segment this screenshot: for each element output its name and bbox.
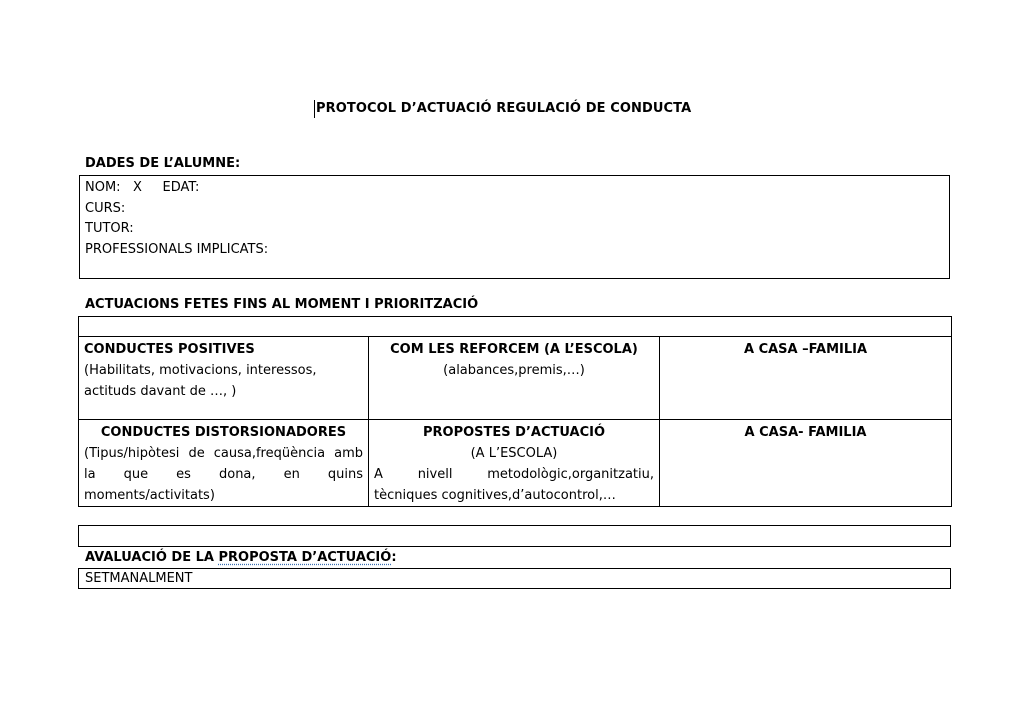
evaluation-box <box>78 568 951 589</box>
disruptive-behaviours-cell <box>79 420 369 507</box>
course-label: CURS: <box>85 200 126 216</box>
tutor-label: TUTOR: <box>85 221 134 236</box>
home-family-title-1: A CASA –FAMILIA <box>743 342 868 357</box>
evaluation-heading-part2: PROPOSTA D’ACTUACIÓ <box>218 550 392 565</box>
name-age-row <box>85 178 949 199</box>
age-label: EDAT: <box>162 180 200 195</box>
home-family-cell-1 <box>660 337 952 420</box>
home-family-cell-2 <box>660 420 952 507</box>
table-blank-cell <box>79 317 952 337</box>
reinforce-body: (alabances,premis,…) <box>443 363 585 378</box>
actions-heading: ACTUACIONS FETES FINS AL MOMENT I PRIORITZACIÓ <box>85 297 479 312</box>
proposals-title: PROPOSTES D’ACTUACIÓ <box>422 425 605 440</box>
table-row <box>79 420 952 507</box>
blank-box <box>78 525 951 547</box>
reinforce-cell <box>369 337 660 420</box>
table-blank-row <box>79 317 952 337</box>
proposals-subtitle: (A L’ESCOLA) <box>470 446 558 461</box>
evaluation-value: SETMANALMENT <box>85 571 193 586</box>
evaluation-heading-part3: : <box>391 550 397 565</box>
student-data-heading: DADES DE L’ALUMNE: <box>85 156 241 171</box>
name-value: X <box>132 180 142 195</box>
disruptive-behaviours-body: (Tipus/hipòtesi de causa,freqüència amb la que es dona, en quins moments/activitats) <box>84 446 363 503</box>
evaluation-heading <box>85 550 397 565</box>
reinforce-title: COM LES REFORCEM (A L’ESCOLA) <box>390 342 638 357</box>
table-row <box>79 337 952 420</box>
evaluation-heading-part1: AVALUACIÓ DE LA <box>85 550 219 565</box>
positive-behaviours-cell <box>79 337 369 420</box>
positive-behaviours-body: (Habilitats, motivacions, interessos, actituds davant de …, ) <box>84 363 317 399</box>
actions-table <box>78 316 952 507</box>
disruptive-behaviours-title: CONDUCTES DISTORSIONADORES <box>100 425 347 440</box>
professionals-label: PROFESSIONALS IMPLICATS: <box>85 241 269 257</box>
name-label: NOM: <box>85 180 121 195</box>
proposals-body: A nivell metodològic,organitzatiu, tècniques cognitives,d’autocontrol,… <box>374 467 654 503</box>
home-family-title-2: A CASA- FAMILIA <box>744 425 867 440</box>
document-title: PROTOCOL D’ACTUACIÓ REGULACIÓ DE CONDUCTA <box>316 101 692 116</box>
positive-behaviours-title: CONDUCTES POSITIVES <box>84 342 255 357</box>
student-data-box <box>79 175 950 279</box>
proposals-cell <box>369 420 660 507</box>
